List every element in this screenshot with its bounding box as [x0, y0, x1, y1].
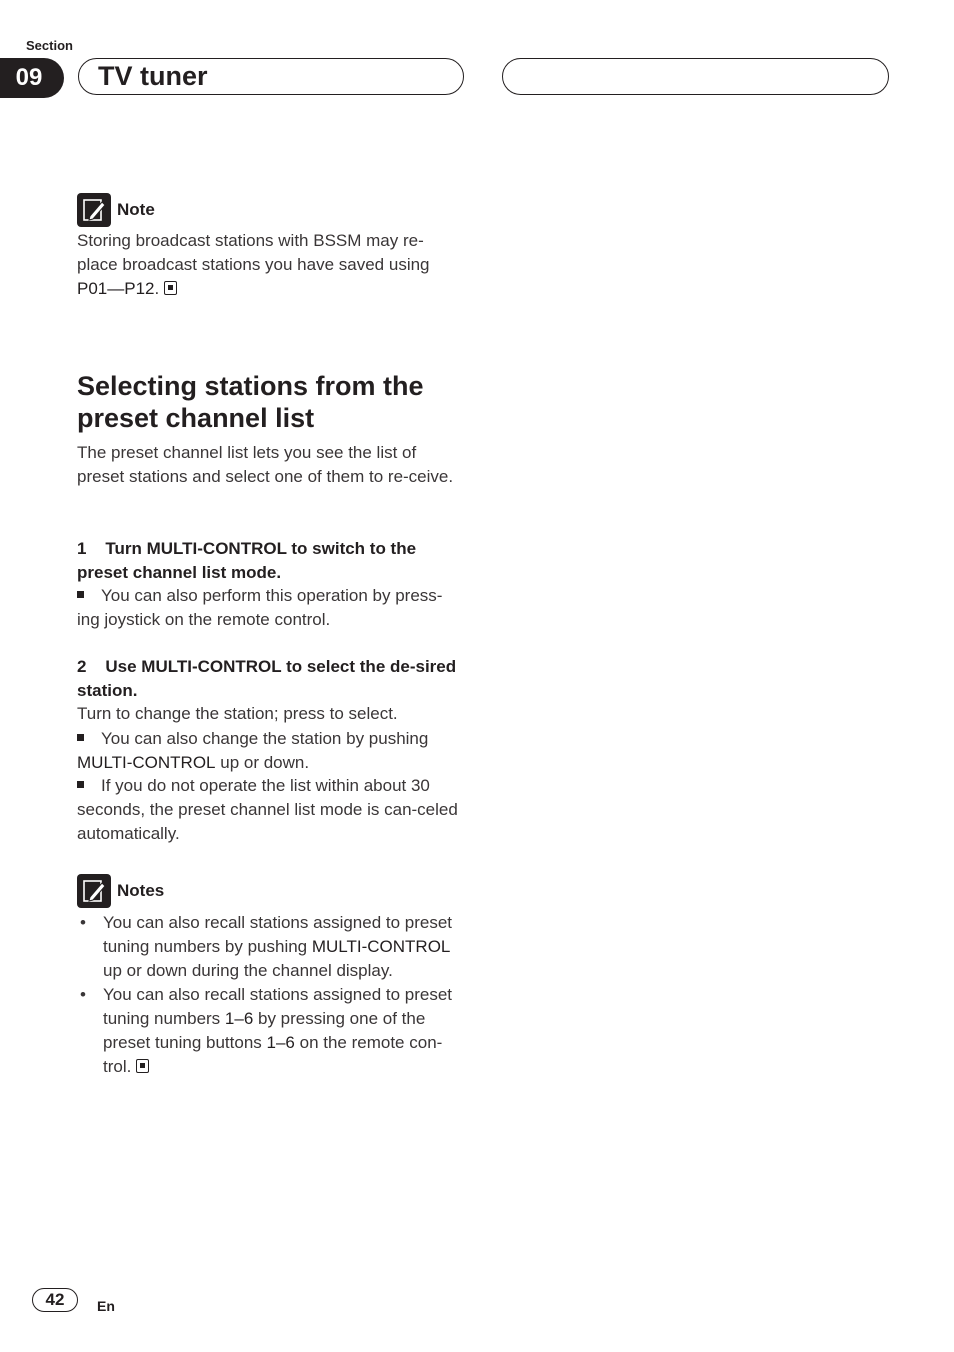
step-2-bullet-1: You can also change the station by pushing MULTI-CONTROL up or down.: [77, 729, 429, 772]
step-2-title: 2 Use MULTI-CONTROL to select the de-sired station.: [77, 657, 457, 700]
step-2-bullet-2: If you do not operate the list within about 30 seconds, the preset channel list mode is can-celed automatically.: [77, 776, 458, 843]
list-item: • You can also recall stations assigned to preset tuning numbers 1–6 by pressing one of the preset tuning buttons 1–6 on the remote con-trol.: [78, 983, 466, 1079]
pencil-icon: [77, 193, 111, 227]
language-label: En: [97, 1298, 115, 1314]
section-label: Section: [26, 38, 73, 53]
note-header: [77, 193, 155, 227]
page-title: TV tuner: [98, 61, 208, 91]
notes-label: Notes: [117, 881, 165, 900]
end-mark-icon: [136, 1059, 149, 1073]
section-heading: Selecting stations from the preset channel list: [77, 371, 424, 433]
step-1-bullet: You can also perform this operation by press-ing joystick on the remote control.: [77, 586, 443, 629]
notes-header: [77, 874, 164, 908]
notes-list: [78, 911, 466, 1079]
page-number: 42: [32, 1288, 78, 1312]
pencil-icon: [77, 874, 111, 908]
end-mark-icon: [164, 281, 177, 295]
step-1-title: 1 Turn MULTI-CONTROL to switch to the preset channel list mode.: [77, 539, 417, 582]
header-right-frame: [502, 58, 889, 95]
square-bullet-icon: [77, 734, 84, 741]
note-label: Note: [117, 200, 155, 219]
square-bullet-icon: [77, 591, 84, 598]
list-item: • You can also recall stations assigned to preset tuning numbers by pushing MULTI-CONTROL up or down during the channel display.: [78, 911, 466, 983]
section-intro: The preset channel list lets you see the list of preset stations and select one of them to re-ceive.: [77, 443, 454, 486]
step-2-text: Turn to change the station; press to select.: [77, 704, 398, 723]
section-number: 09: [0, 58, 64, 98]
square-bullet-icon: [77, 781, 84, 788]
note-text: Storing broadcast stations with BSSM may re-place broadcast stations you have saved using P01—P12.: [77, 231, 430, 298]
